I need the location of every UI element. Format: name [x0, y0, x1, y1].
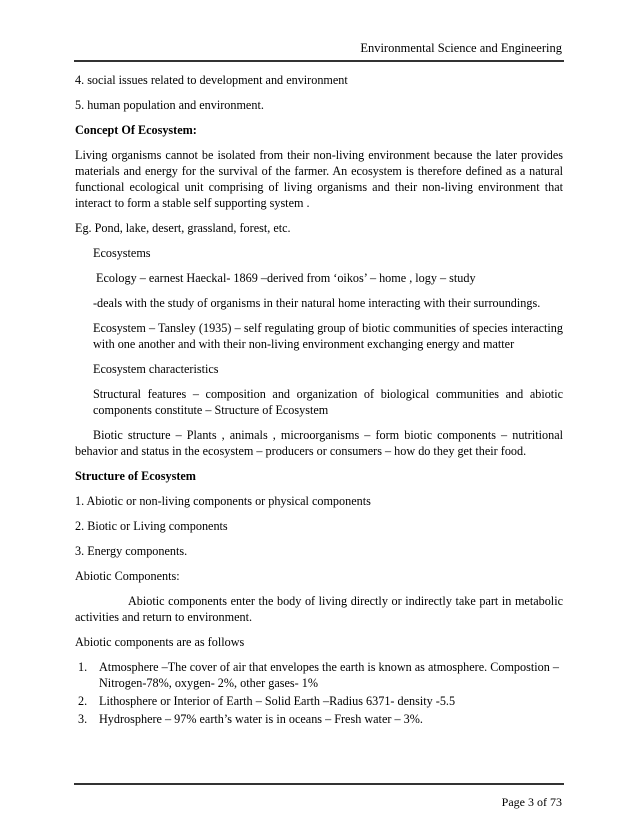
list-item-number: 1. — [78, 660, 88, 674]
abiotic-components-list — [75, 659, 563, 727]
list-item-number: 2. — [78, 694, 88, 708]
list-item-text: Atmosphere –The cover of air that envelopes the earth is known as atmosphere. Compostion – Nitrogen-78%, oxygen- 2%, other gases- 1% — [99, 660, 559, 690]
list-item-text: Lithosphere or Interior of Earth – Solid Earth –Radius 6371- density -5.5 — [99, 694, 456, 708]
paragraph-deals-with: -deals with the study of organisms in their natural home interacting with their surroundings. — [93, 296, 541, 310]
paragraph-biotic-item: 2. Biotic or Living components — [75, 519, 228, 533]
footer-rule — [74, 783, 564, 785]
heading-concept-of-ecosystem: Concept Of Ecosystem: — [75, 123, 197, 137]
running-header: Environmental Science and Engineering — [360, 41, 562, 55]
list-item-text: Hydrosphere – 97% earth’s water is in oceans – Fresh water – 3%. — [99, 712, 423, 726]
paragraph-structural-features: Structural features – composition and organization of biological communities and abiotic components constitute – Structure of Ecosystem — [93, 387, 563, 417]
paragraph-tansley: Ecosystem – Tansley (1935) – self regulating group of biotic communities of species interacting with one another and with their non-living environment exchanging energy and matter — [93, 321, 563, 351]
page-body — [75, 72, 563, 729]
paragraph-ecosystem-definition: Living organisms cannot be isolated from their non-living environment because the later provides materials and energy for the survival of the farmer. An ecosystem is therefore defined as a natural functional ecological unit comprising of living organisms and their non-living environment that interact to form a stable self supporting system . — [75, 148, 563, 210]
paragraph-topic-4: 4. social issues related to development and environment — [75, 73, 348, 87]
paragraph-topic-5: 5. human population and environment. — [75, 98, 264, 112]
paragraph-ecosystems: Ecosystems — [93, 246, 151, 260]
paragraph-biotic-structure: Biotic structure – Plants , animals , microorganisms – form biotic components – nutritional behavior and status in the ecosystem – producers or consumers – how do they get their food. — [75, 428, 563, 458]
paragraph-energy-item: 3. Energy components. — [75, 544, 188, 558]
paragraph-abiotic-description: Abiotic components enter the body of living directly or indirectly take part in metabolic activities and return to environment. — [75, 594, 563, 624]
paragraph-abiotic-item: 1. Abiotic or non-living components or physical components — [75, 494, 371, 508]
list-item — [75, 659, 563, 691]
heading-structure-of-ecosystem: Structure of Ecosystem — [75, 469, 196, 483]
list-item — [75, 711, 563, 727]
paragraph-characteristics: Ecosystem characteristics — [93, 362, 219, 376]
list-item-number: 3. — [78, 712, 88, 726]
paragraph-examples: Eg. Pond, lake, desert, grassland, forest, etc. — [75, 221, 291, 235]
list-item — [75, 693, 563, 709]
paragraph-ecology: Ecology – earnest Haeckal- 1869 –derived from ‘oikos’ – home , logy – study — [93, 271, 476, 285]
page-number: Page 3 of 73 — [501, 795, 562, 809]
paragraph-abiotic-list-intro: Abiotic components are as follows — [75, 635, 245, 649]
header-rule — [74, 60, 564, 62]
paragraph-abiotic-heading: Abiotic Components: — [75, 569, 180, 583]
